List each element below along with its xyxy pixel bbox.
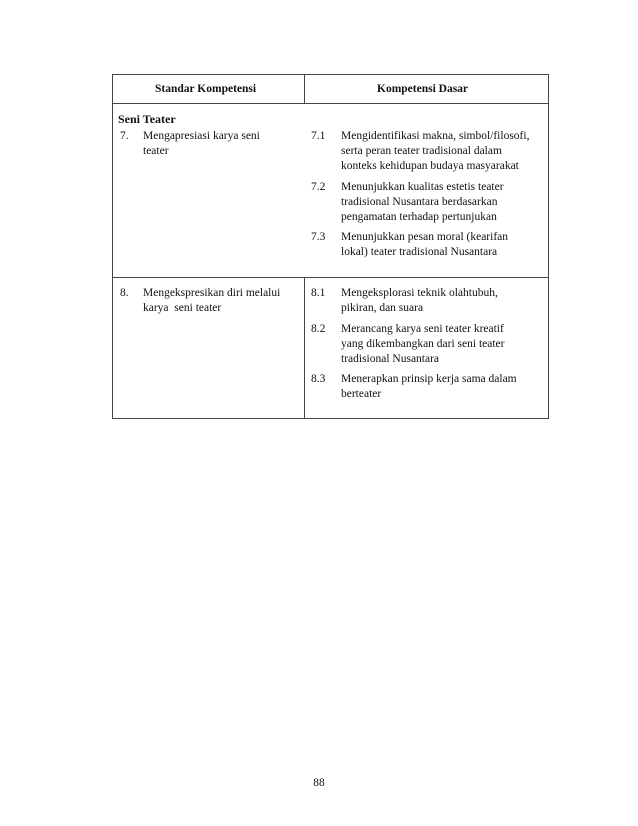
header-bottom-line (113, 103, 548, 104)
row8-divider (304, 277, 305, 418)
section-title: Seni Teater (118, 112, 176, 126)
header-divider (304, 75, 305, 103)
header-kompetensi-dasar: Kompetensi Dasar (377, 83, 469, 95)
competency-table: Standar Kompetensi Kompetensi Dasar Seni Teater 7. Mengapresiasi karya seni teater 7.1 Mengidentifikasi makna, simbol/filosofi, serta peran teater tradisional dalam konteks kehidupan budaya masyarakat 7.2 Menunjukkan kualitas estetis teater tradisional Nusantara berdasarkan pengamatan terhadap pertunjukan 7.3 Menunjukkan pesan moral (kearifan lokal) teater tradisional Nusantara 8. Mengekspresikan diri melalui karya seni teater 8.1 Mengeksplorasi teknik olahtubuh, pikiran, dan suara 8.2 Merancang karya seni teater kreatif yang dikembangkan dari seni teater tradisional Nusantara 8.3 Menerapkan prinsip kerja sama dalam berteater (112, 74, 549, 419)
page-number: 88 (313, 777, 325, 789)
row-divider (113, 277, 548, 278)
sk-number: 7. (120, 130, 129, 142)
sk-text: Mengapresiasi karya seni teater (143, 130, 260, 157)
header-standar-kompetensi: Standar Kompetensi (155, 83, 257, 95)
